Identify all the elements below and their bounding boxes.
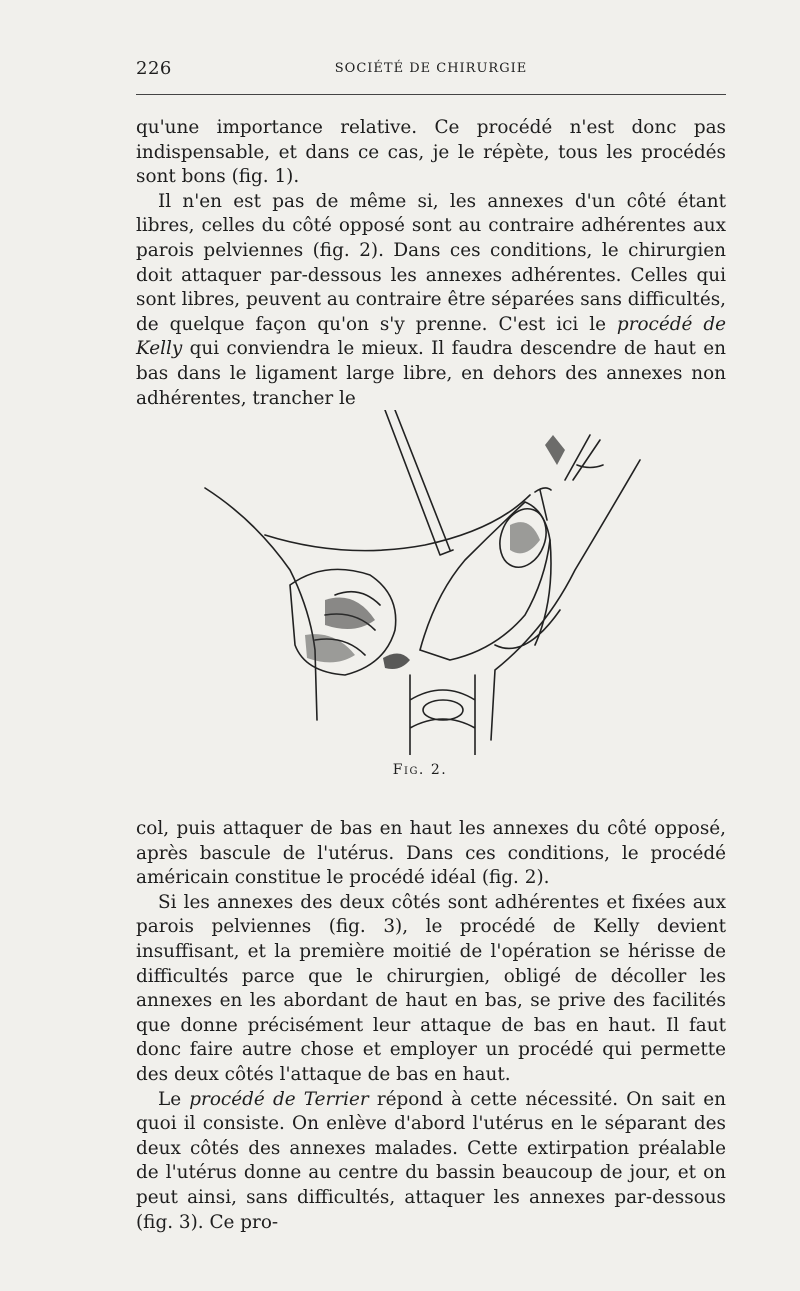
pelvic-wall-left [205, 488, 317, 720]
vaginal-canal [410, 675, 475, 755]
cervix [423, 700, 463, 720]
peritoneum [265, 495, 530, 551]
figure-2 [195, 410, 645, 778]
paragraph: col, puis attaquer de bas en haut les annexes du côté opposé, après bascule de l'utérus. Dans ces conditions, le procédé américain constitue le procédé idéal (fig. 2). [136, 818, 726, 889]
forceps [565, 435, 603, 480]
figure-caption: Fig. 2. [392, 762, 448, 778]
tube-right [535, 488, 551, 520]
paragraph: Il n'en est pas de même si, les annexes d'un côté étant libres, celles du côté opposé sont au contraire adhérentes aux parois pelviennes (fig. 2). Dans ces conditions, le chirurgien doit attaquer par-dessous les annexes adhérentes. Celles qui sont libres, peuvent au contraire être séparées sans difficultés, de quelque façon qu'on s'y prenne. C'est ici le procédé de Kelly qui conviendra le mieux. Il faudra descendre de haut en bas dans le ligament large libre, en dehors des annexes non adhérentes, trancher le [136, 190, 726, 409]
paragraph: qu'une importance relative. Ce procédé n'est donc pas indispensable, et dans ce cas, je le répète, tous les procédés sont bons (fig. 1). [136, 117, 726, 188]
pelvic-wall-right [491, 460, 640, 740]
paragraph: Le procédé de Terrier répond à cette nécessité. On sait en quoi il consiste. On enlève d'abord l'utérus en le séparant des deux côtés des annexes malades. Cette extirpation préalable de l'utérus donne au centre du bassin beaucoup de jour, et on peut ainsi, sans difficultés, attaquer les annexes par-dessous (fig. 3). Ce pro- [136, 1088, 726, 1233]
surgical-illustration [195, 410, 645, 755]
page-header [136, 58, 726, 84]
body-text-bottom [136, 817, 726, 1235]
page-number: 226 [136, 58, 172, 79]
italic-term: procédé de Kelly [136, 313, 726, 360]
paragraph: Si les annexes des deux côtés sont adhérentes et fixées aux parois pelviennes (fig. 3), le procédé de Kelly devient insuffisant, et la première moitié de l'opération se hérisse de difficultés parce que le chirurgien, obligé de décoller les annexes en les abordant de haut en bas, se prive des facilités que donne précisément leur attaque de bas en haut. Il faut donc faire autre chose et employer un procédé qui permette des deux côtés l'attaque de bas en haut. [136, 891, 726, 1085]
header-rule [136, 94, 726, 95]
running-title: SOCIÉTÉ DE CHIRURGIE [334, 61, 528, 76]
italic-term: procédé de Terrier [189, 1088, 369, 1110]
body-text-top [136, 116, 726, 411]
clamp-instrument [385, 410, 453, 555]
